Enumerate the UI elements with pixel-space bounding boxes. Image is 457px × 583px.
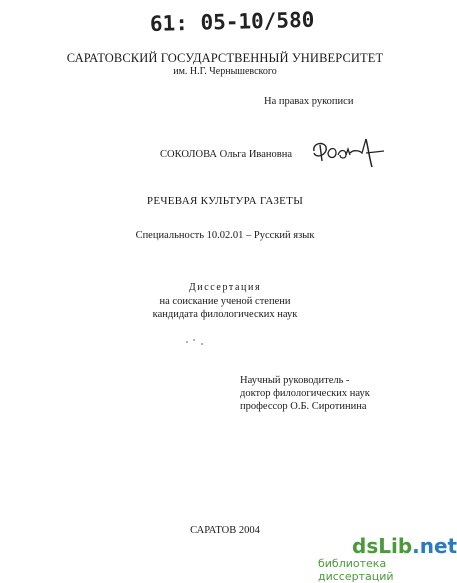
author-name: СОКОЛОВА Ольга Ивановна	[160, 149, 293, 160]
dissertation-title: РЕЧЕВАЯ КУЛЬТУРА ГАЗЕТЫ	[146, 195, 304, 207]
scan-speck	[201, 343, 203, 345]
dslib-watermark-caption: библиотека диссертаций	[318, 557, 394, 583]
scan-speck	[186, 341, 188, 343]
watermark-logo-part2: .net	[412, 534, 457, 558]
rights-note: На правах рукописи	[264, 96, 354, 107]
supervisor-line-3: профессор О.Б. Сиротинина	[240, 401, 367, 412]
city-year: САРАТОВ 2004	[190, 525, 260, 536]
degree-line-1: на соискание ученой степени	[159, 296, 291, 307]
dslib-watermark-logo	[352, 534, 457, 558]
specialty: Специальность 10.02.01 – Русский язык	[135, 230, 315, 241]
supervisor-line-2: доктор филологических наук	[240, 388, 370, 399]
handwritten-catalog-code: 61: 05-10/580	[149, 7, 315, 36]
university-name: САРАТОВСКИЙ ГОСУДАРСТВЕННЫЙ УНИВЕРСИТЕТ	[66, 51, 384, 65]
dissertation-heading: Диссертация	[188, 282, 262, 293]
scan-speck	[193, 339, 195, 341]
supervisor-line-1: Научный руководитель -	[240, 375, 350, 386]
degree-line-2: кандидата филологических наук	[152, 309, 298, 320]
university-named-after: им. Н.Г. Чернышевского	[173, 66, 277, 77]
author-signature	[310, 133, 390, 173]
watermark-logo-part1: dsLib	[352, 534, 413, 558]
